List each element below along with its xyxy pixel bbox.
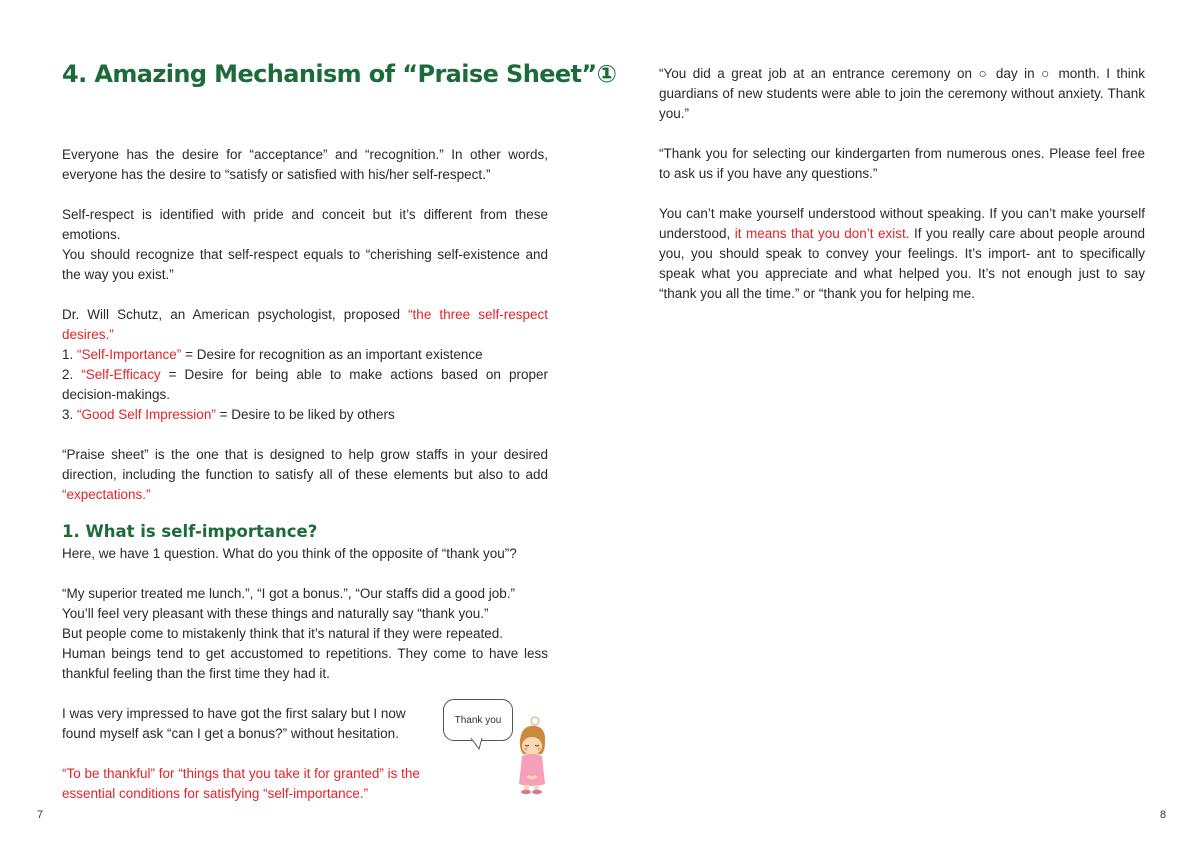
self-importance-section — [62, 521, 548, 804]
example-line-3: But people come to mistakenly think that it’s natural if they were repeated. — [62, 626, 503, 641]
example-line-4: Human beings tend to get accustomed to repetitions. They come to have less thankful feeling than the first time they had it. — [62, 646, 548, 681]
schutz-highlight: “the three self-respect desires.” — [62, 307, 548, 342]
desire-item-1: 1. “Self-Importance” = Desire for recognition as an important existence — [62, 347, 483, 362]
expectations-highlight: “expectations.” — [62, 487, 151, 502]
closing-highlight: it means that you don’t exist. — [734, 226, 910, 241]
speech-bubble-icon — [443, 699, 513, 741]
intro-paragraph-3: You should recognize that self-respect equals to “cherishing self-existence and the way you exist.” — [62, 247, 548, 282]
chapter-title: 4. Amazing Mechanism of “Praise Sheet”① — [62, 60, 617, 88]
bowing-girl-illustration — [512, 716, 552, 796]
right-column — [659, 64, 1145, 304]
section-heading: 1. What is self-importance? — [62, 522, 318, 541]
page-number-right: 8 — [1160, 809, 1167, 821]
bubble-text: Thank you — [454, 714, 502, 726]
question-paragraph: Here, we have 1 question. What do you think of the opposite of “thank you”? — [62, 546, 517, 561]
intro-block — [62, 145, 548, 505]
quote-kindergarten: “Thank you for selecting our kindergarten from numerous ones. Please feel free to ask us if you have any questions.” — [659, 146, 1145, 181]
desire-item-3: 3. “Good Self Impression” = Desire to be liked by others — [62, 407, 395, 422]
closing-paragraph: You can’t make yourself understood without speaking. If you can’t make yourself understood, it means that you don’t exist. If you really care about people around you, you should speak to convey your feelings. It’s import- ant to specifically speak what you appreciate and what helped you. It’s not enough just to say “thank you all the time.” or “thank you for helping me. — [659, 206, 1146, 301]
schutz-lead: Dr. Will Schutz, an American psychologist, proposed “the three self-respect desires.” — [62, 307, 548, 342]
salary-paragraph: I was very impressed to have got the first salary but I now found myself ask “can I get a bonus?” without hesitation. — [62, 706, 406, 741]
conclusion-paragraph: “To be thankful” for “things that you take it for granted” is the essential conditions for satisfying “self-importance.” — [62, 766, 420, 801]
example-line-2: You’ll feel very pleasant with these things and naturally say “thank you.” — [62, 606, 489, 621]
praise-sheet-paragraph: “Praise sheet” is the one that is designed to help grow staffs in your desired direction, including the function to satisfy all of these elements but also to add “expectations.” — [62, 447, 548, 502]
example-line-1: “My superior treated me lunch.”, “I got a bonus.”, “Our staffs did a good job.” — [62, 586, 515, 601]
right-page — [598, 0, 1197, 841]
desire-item-2: 2. “Self-Efficacy = Desire for being able to make actions based on proper decision-makings. — [62, 367, 548, 402]
intro-paragraph-2: Self-respect is identified with pride and conceit but it’s different from these emotions. — [62, 207, 548, 242]
quote-ceremony: “You did a great job at an entrance ceremony on ○ day in ○ month. I think guardians of new students were able to join the ceremony without anxiety. Thank you.” — [659, 66, 1145, 121]
page-number-left: 7 — [37, 809, 44, 821]
speech-bubble-tail-icon — [470, 738, 486, 750]
intro-paragraph-1: Everyone has the desire for “acceptance” and “recognition.” In other words, everyone has the desire to “satisfy or satisfied with his/her self-respect.” — [62, 147, 548, 182]
